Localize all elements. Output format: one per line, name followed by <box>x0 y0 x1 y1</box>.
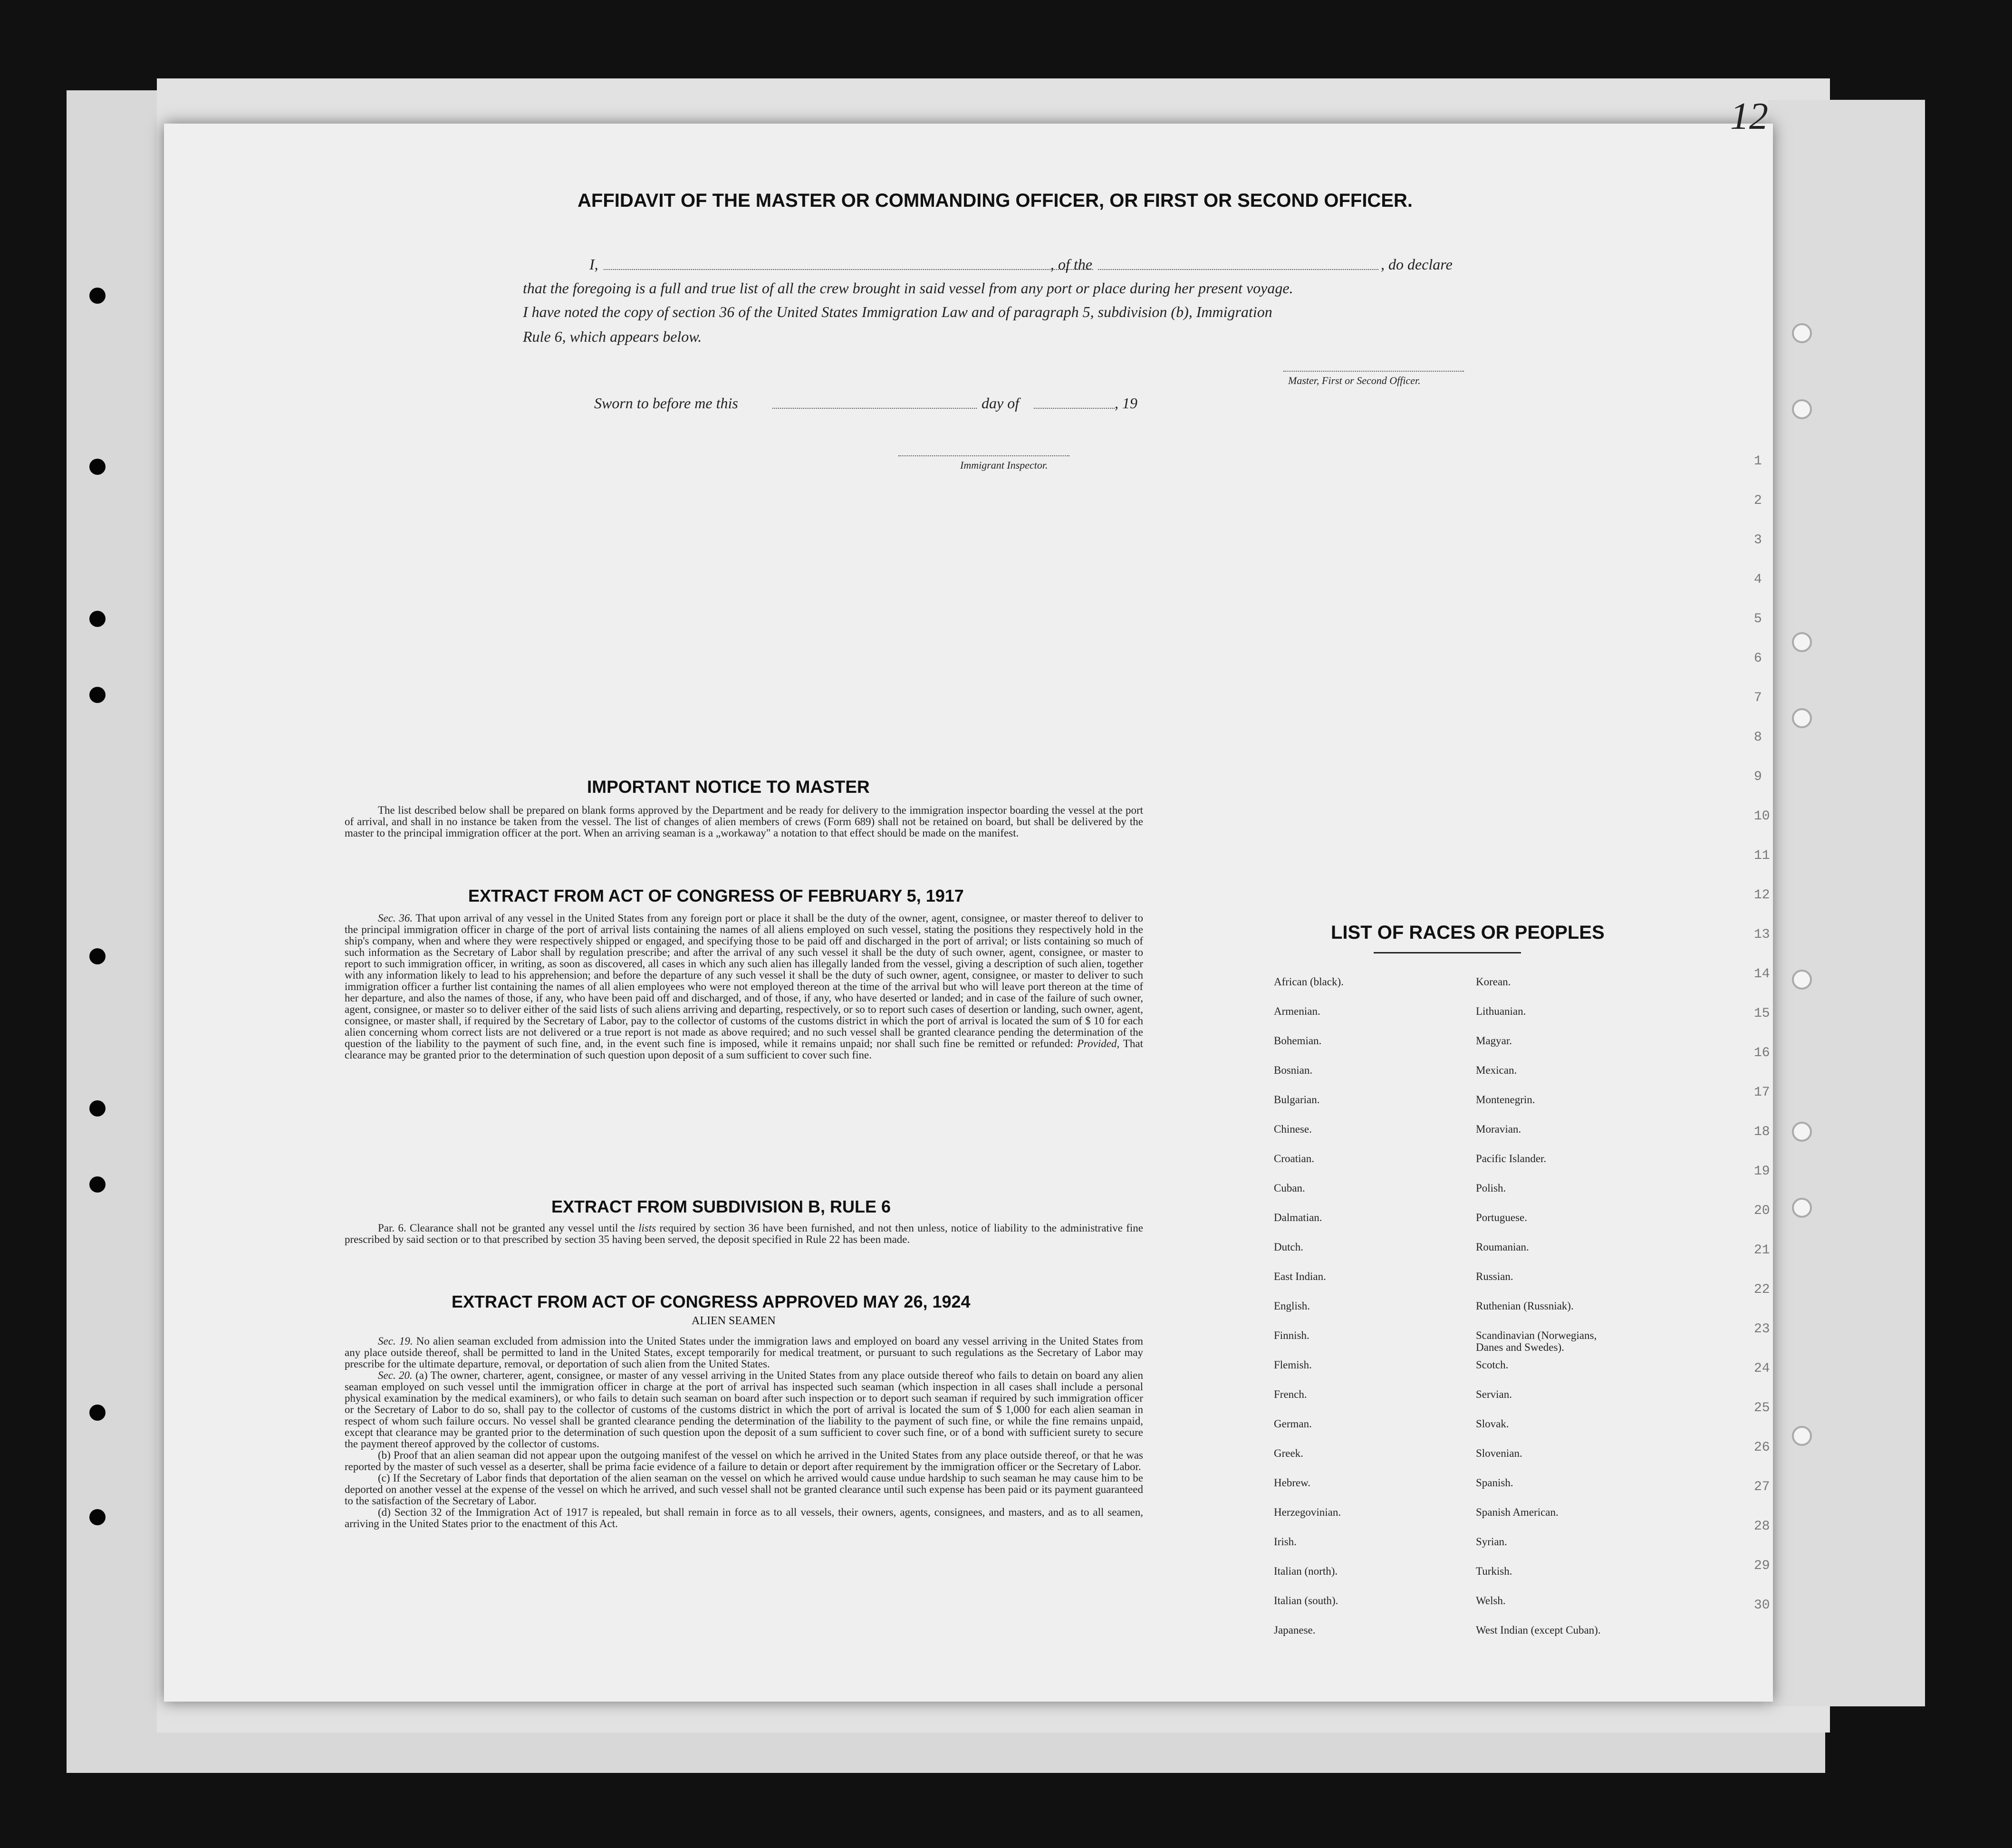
binder-hole <box>89 611 106 627</box>
race-item: Magyar. <box>1476 1035 1512 1047</box>
race-item: Ruthenian (Russniak). <box>1476 1300 1574 1312</box>
race-item: Greek. <box>1274 1447 1303 1459</box>
race-item: German. <box>1274 1418 1312 1430</box>
row-number: 25 <box>1754 1401 1770 1415</box>
extract-1917-body <box>345 913 1143 1061</box>
rule6-lists-word: lists <box>638 1222 656 1234</box>
row-number: 9 <box>1754 770 1762 784</box>
affidavit-line-4: Rule 6, which appears below. <box>523 328 702 345</box>
binder-hole <box>89 1509 106 1525</box>
sec-20b-text: (b) Proof that an alien seaman did not appear upon the outgoing manifest of the vessel on which he arrived in the United States from any place outside thereof, or that he was reported by the master of such vessel as a deserter, shall be prima facie evidence of a failure to detain or deport after requirement by the immigration officer or the Secretary of Labor. <box>345 1449 1143 1473</box>
race-item: Turkish. <box>1476 1565 1512 1577</box>
row-number: 17 <box>1754 1085 1770 1100</box>
sec-20d-text: (d) Section 32 of the Immigration Act of 1917 is repealed, but shall remain in force as to all vessels, their owners, agents, consignees, and masters, and as to all seamen, arriving in the United States prior to the enactment of this Act. <box>345 1506 1143 1530</box>
sec-19-label: Sec. 19. <box>378 1335 413 1347</box>
binder-hole <box>89 459 106 475</box>
sheet-number: 12 <box>1730 96 1768 137</box>
affidavit-line-3: I have noted the copy of section 36 of the United States Immigration Law and of paragraph 5, subdivision (b), Immigration <box>523 303 1272 320</box>
row-number: 11 <box>1754 848 1770 863</box>
row-number: 6 <box>1754 651 1762 666</box>
race-item: Chinese. <box>1274 1123 1312 1135</box>
row-number: 4 <box>1754 572 1762 587</box>
row-number: 22 <box>1754 1282 1770 1297</box>
sworn-prefix: Sworn to before me this <box>594 395 738 412</box>
binder-ring <box>1792 632 1812 652</box>
race-item: Lithuanian. <box>1476 1005 1526 1017</box>
race-item: Japanese. <box>1274 1624 1316 1636</box>
row-number: 27 <box>1754 1480 1770 1494</box>
race-item: Spanish. <box>1476 1477 1513 1489</box>
extract-1924-body <box>345 1336 1143 1530</box>
race-item: Moravian. <box>1476 1123 1521 1135</box>
race-item: Montenegrin. <box>1476 1094 1535 1106</box>
sec-20a-text: (a) The owner, charterer, agent, consignee, or master of any vessel arriving in the United States from any place outside thereof who fails to detain on board any alien seaman employed on such vessel until the immigration officer in charge at the port of arrival has inspected such seaman (which inspection in all cases shall include a personal physical examination by the medical examiners), or who fails to detain such seaman on board after such inspection or to deport such seaman if required by such immigration officer or the Secretary of Labor to do so, shall pay to the collector of customs of the customs district in which the port of arrival is located the sum of $ 1,000 for each alien seaman in respect of whom such failure occurs. No vessel shall be granted clearance pending the determination of the liability to the payment of such fine, or while the fine remains unpaid, except that clearance may be granted prior to the determination of such question upon the deposit of a sum sufficient to cover such fine, or of a bond with sufficient surety to secure the payment thereof approved by the collector of customs. <box>345 1369 1143 1450</box>
race-item: Korean. <box>1476 976 1511 988</box>
vessel-name-line[interactable] <box>1098 269 1378 270</box>
binder-hole <box>89 948 106 964</box>
row-number: 1 <box>1754 454 1762 469</box>
race-item: African (black). <box>1274 976 1344 988</box>
race-item: Cuban. <box>1274 1182 1305 1194</box>
row-number: 10 <box>1754 809 1770 824</box>
master-signature-label: Master, First or Second Officer. <box>1288 375 1421 386</box>
affidavit-do-declare: , do declare <box>1381 256 1453 273</box>
affidavit-title: AFFIDAVIT OF THE MASTER OR COMMANDING OFFICER, OR FIRST OR SECOND OFFICER. <box>578 190 1413 211</box>
race-item: Herzegovinian. <box>1274 1506 1341 1518</box>
row-number: 2 <box>1754 493 1762 508</box>
binder-ring <box>1792 1198 1812 1218</box>
race-item: Scotch. <box>1476 1359 1509 1371</box>
race-item: East Indian. <box>1274 1270 1326 1282</box>
row-number: 5 <box>1754 612 1762 626</box>
race-item: West Indian (except Cuban). <box>1476 1624 1601 1636</box>
row-number: 29 <box>1754 1559 1770 1573</box>
binder-hole <box>89 1405 106 1421</box>
binder-ring <box>1792 323 1812 343</box>
row-number: 12 <box>1754 888 1770 903</box>
race-item: Bohemian. <box>1274 1035 1322 1047</box>
race-item: French. <box>1274 1388 1307 1400</box>
race-item: Slovak. <box>1476 1418 1509 1430</box>
affidavit-line-2: that the foregoing is a full and true list of all the crew brought in said vessel from any port or place during her present voyage. <box>523 279 1293 297</box>
row-number: 30 <box>1754 1598 1770 1613</box>
races-title-rule <box>1374 952 1521 953</box>
row-number: 3 <box>1754 533 1762 548</box>
race-item: Scandinavian (Norwegians, Danes and Swedes). <box>1476 1329 1597 1353</box>
sworn-month-line[interactable] <box>1034 408 1115 409</box>
race-item: Syrian. <box>1476 1536 1507 1548</box>
race-item: Spanish American. <box>1476 1506 1559 1518</box>
race-item: Dalmatian. <box>1274 1212 1322 1223</box>
sec-36-text: That upon arrival of any vessel in the United States from any foreign port or place it shall be the duty of the owner, agent, consignee, or master thereof to deliver to the principal immigration officer in charge of the port of arrival lists containing the names of all aliens employed on such vessel, stating the positions they respectively hold in the ship's company, when and where they were respectively shipped or engaged, and specifying those to be paid off and discharged in the port of arrival; or lists containing so much of such information as the Secretary of Labor shall by regulation prescribe; and after the arrival of any such vessel it shall be the duty of such owner, agent, consignee, or master to report to such immigration officer, in writing, as soon as discovered, all cases in which any such alien has illegally landed from the vessel, giving a description of such alien, together with any information likely to lead to his apprehension; and before the departure of any such vessel it shall be the duty of such owner, agent, consignee, or master to deliver to such immigration officer a further list containing the names of all alien employees who were not employed thereon at the time of the arrival but who will leave port thereon at the time of her departure, and also the names of those, if any, who have been paid off and discharged, and of those, if any, who have deserted or landed; and in case of the failure of such owner, agent, consignee, or master so to deliver either of the said lists of such aliens arriving and departing, respectively, or so to report such cases of desertion or landing, such owner, agent, consignee, or master shall, if required by the Secretary of Labor, pay to the collector of customs of the customs district in which the port of arrival is located the sum of $ 10 for each alien concerning whom correct lists are not delivered or a true report is not made as above required; and no such vessel shall be granted clearance pending the determination of the question of the liability to the payment of such fine, and, in the event such fine is imposed, while it remains unpaid; nor shall such fine be remitted or refunded: <box>345 912 1143 1049</box>
sworn-day-line[interactable] <box>772 408 977 409</box>
binder-hole <box>89 1100 106 1116</box>
extract-1924-subtitle: ALIEN SEAMEN <box>692 1315 776 1327</box>
race-item: Italian (south). <box>1274 1595 1338 1607</box>
race-item: Armenian. <box>1274 1005 1320 1017</box>
row-number: 14 <box>1754 967 1770 982</box>
binder-ring <box>1792 708 1812 728</box>
race-item: Dutch. <box>1274 1241 1303 1253</box>
affidavit-i: I, <box>589 256 598 273</box>
race-item: Polish. <box>1476 1182 1506 1194</box>
binder-ring <box>1792 1426 1812 1446</box>
race-item: Flemish. <box>1274 1359 1312 1371</box>
extract-rule6-title: EXTRACT FROM SUBDIVISION B, RULE 6 <box>551 1197 891 1216</box>
sec-36-label: Sec. 36. <box>378 912 413 924</box>
race-item: Croatian. <box>1274 1153 1314 1165</box>
row-number: 7 <box>1754 691 1762 705</box>
row-number: 28 <box>1754 1519 1770 1534</box>
extract-rule6-body <box>345 1222 1143 1245</box>
row-number: 26 <box>1754 1440 1770 1455</box>
binder-hole <box>89 1176 106 1193</box>
race-item: Bulgarian. <box>1274 1094 1320 1106</box>
notice-title: IMPORTANT NOTICE TO MASTER <box>587 777 870 797</box>
declarant-name-line[interactable] <box>604 269 1093 270</box>
sworn-year: , 19 <box>1115 395 1137 412</box>
extract-1924-title: EXTRACT FROM ACT OF CONGRESS APPROVED MAY 26, 1924 <box>452 1292 971 1311</box>
row-number: 13 <box>1754 927 1770 942</box>
notice-body: The list described below shall be prepared on blank forms approved by the Department and be ready for delivery to the immigration inspector boarding the vessel at the port of arrival, and shall in no instance be taken from the vessel. The list of changes of alien members of crews (Form 689) shall not be retained on board, but shall be delivered by the master to the principal immigration officer at the port. When an arriving seaman is a „workaway" a notation to that effect should be made on the manifest. <box>345 804 1143 839</box>
race-item: Mexican. <box>1476 1064 1517 1076</box>
row-number: 23 <box>1754 1322 1770 1337</box>
race-item: Hebrew. <box>1274 1477 1311 1489</box>
inspector-label: Immigrant Inspector. <box>960 459 1048 471</box>
back-sheet-right <box>1768 100 1925 1706</box>
binder-hole <box>89 687 106 703</box>
race-item: Finnish. <box>1274 1329 1309 1341</box>
sworn-day-of: day of <box>982 395 1020 412</box>
row-number: 21 <box>1754 1243 1770 1258</box>
races-title: LIST OF RACES OR PEOPLES <box>1331 922 1605 943</box>
race-item: Irish. <box>1274 1536 1297 1548</box>
binder-ring <box>1792 970 1812 990</box>
race-item: Roumanian. <box>1476 1241 1529 1253</box>
row-number: 18 <box>1754 1125 1770 1139</box>
row-number: 16 <box>1754 1046 1770 1060</box>
race-item: Bosnian. <box>1274 1064 1313 1076</box>
race-item: Portuguese. <box>1476 1212 1527 1223</box>
race-item: English. <box>1274 1300 1310 1312</box>
row-number: 19 <box>1754 1164 1770 1179</box>
race-item: Slovenian. <box>1476 1447 1522 1459</box>
sec-20-label: Sec. 20. <box>378 1369 413 1381</box>
row-number: 8 <box>1754 730 1762 745</box>
sec-19-text: No alien seaman excluded from admission into the United States under the immigration laws and employed on board any vessel arriving in the United States from any place outside thereof, shall be permitted to land in the United States, except temporarily for medical treatment, or pursuant to such regulations as the Secretary of Labor may prescribe for the ultimate departure, removal, or deportation of such alien from the United States. <box>345 1335 1144 1370</box>
proviso-text: That clearance may be granted prior to the determination of such question upon deposit of a sum sufficient to cover such fine. <box>345 1038 1144 1061</box>
inspector-signature-line[interactable] <box>898 455 1069 456</box>
affidavit-of-the: , of the <box>1050 256 1092 273</box>
race-item: Russian. <box>1476 1270 1513 1282</box>
master-signature-line[interactable] <box>1283 371 1464 372</box>
race-item: Pacific Islander. <box>1476 1153 1547 1165</box>
row-number: 24 <box>1754 1361 1770 1376</box>
proviso-label: Provided, <box>1077 1038 1120 1049</box>
race-item: Italian (north). <box>1274 1565 1338 1577</box>
race-item: Servian. <box>1476 1388 1512 1400</box>
sec-20c-text: (c) If the Secretary of Labor finds that deportation of the alien seaman on the vessel on which he arrived would cause undue hardship to such seaman he may cause him to be deported on another vessel at the expense of the vessel on which he arrived, and such vessel shall not be granted clearance until such expense has been paid or its payment guaranteed to the satisfaction of the Secretary of Labor. <box>345 1472 1143 1507</box>
binder-ring <box>1792 399 1812 419</box>
row-number: 15 <box>1754 1006 1770 1021</box>
rule6-text-a: Par. 6. Clearance shall not be granted any vessel until the <box>378 1222 635 1234</box>
row-number: 20 <box>1754 1203 1770 1218</box>
extract-1917-title: EXTRACT FROM ACT OF CONGRESS OF FEBRUARY 5, 1917 <box>468 886 964 905</box>
race-item: Welsh. <box>1476 1595 1506 1607</box>
binder-hole <box>89 288 106 304</box>
binder-ring <box>1792 1122 1812 1142</box>
rule6-text-b: required by section 36 have been furnished, and not then unless, notice of liability to the administrative fine prescribed by said section or to that prescribed by section 35 having been served, the deposit specified in Rule 22 has been made. <box>345 1222 1144 1245</box>
